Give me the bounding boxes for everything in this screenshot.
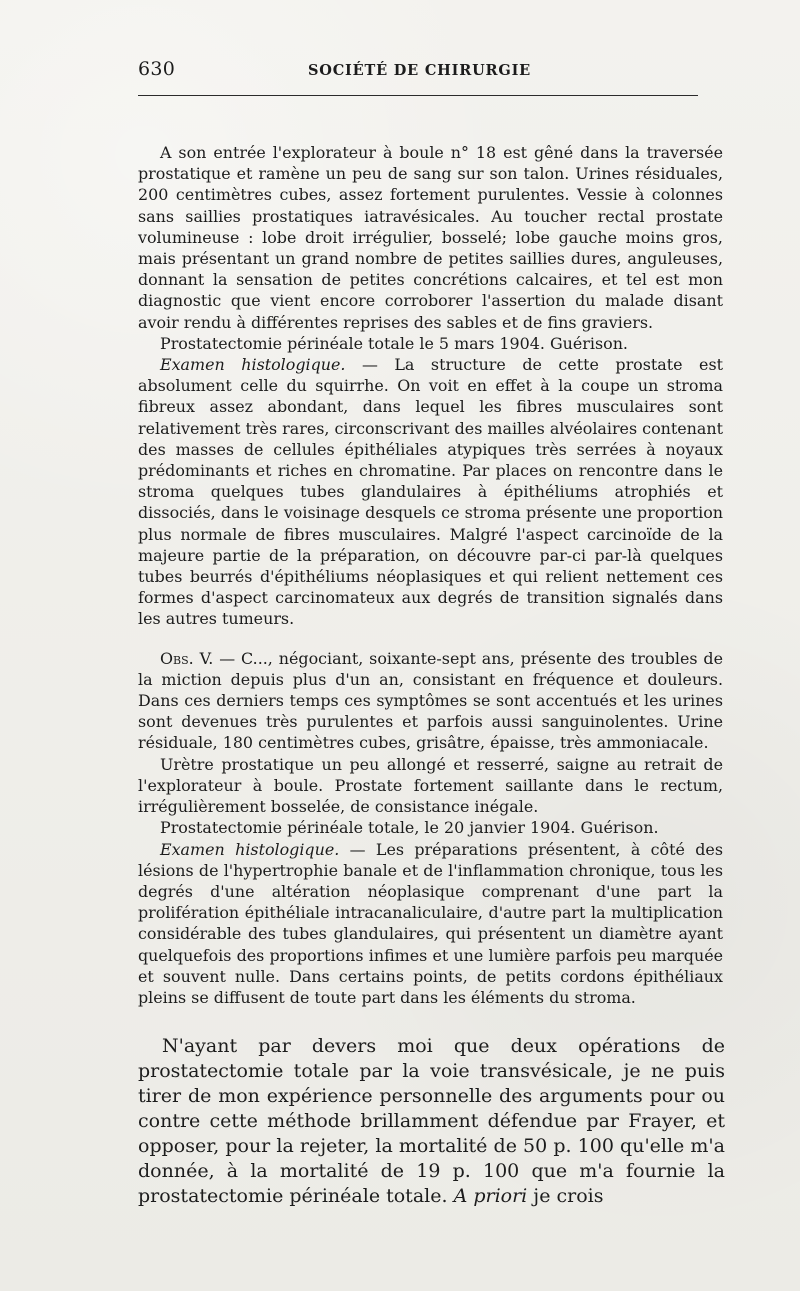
discussion-text: N'ayant par devers moi que deux opérations de prostatectomie totale par la voie transvésicale, je ne puis tirer de mon expérience personnelle des arguments pour ou contre cette méthode brillamment défendue par Frayer, et opposer, pour la rejeter, la mortalité de 50 p. 100 qu'elle m'a donnée, à la mortalité de 19 p. 100 que m'a fournie la prostatectomie périnéale totale.	[138, 1035, 725, 1208]
histology-label: Examen histologique.	[160, 355, 346, 375]
discussion-section	[138, 1034, 725, 1209]
running-title: SOCIÉTÉ DE CHIRURGIE	[308, 62, 532, 79]
histology-paragraph	[138, 354, 723, 630]
running-head	[138, 54, 730, 84]
section-gap	[138, 630, 723, 648]
paragraph: Urètre prostatique un peu allongé et resserré, saigne au retrait de l'explorateur à boule. Prostate fortement saillante dans le rectum, irrégulièrement bosselée, de consistance inégale.	[138, 754, 723, 817]
histology-label: Examen histologique.	[160, 839, 340, 859]
discussion-text-tail: je crois	[533, 1185, 604, 1208]
header-rule	[138, 95, 698, 96]
paragraph: Prostatectomie périnéale totale, le 20 janvier 1904. Guérison.	[160, 818, 659, 838]
observation-label: Obs. V.	[160, 648, 214, 668]
histology-text: — La structure de cette prostate est absolument celle du squirrhe. On voit en effet à la coupe un stroma fibreux assez abondant, dans lequel les fibres musculaires sont relativement très rares, circonscrivant des mailles alvéolaires contenant des masses de cellules épithéliales atypiques très serrées à noyaux prédominants et riches en chromatine. Par places on rencontre dans le stroma quelques tubes glandulaires à épithéliums atrophiés et dissociés, dans le voisinage desquels ce stroma présente une proportion plus normale de fibres musculaires. Malgré l'aspect carcinoïde de la majeure partie de la préparation, on découvre par-ci par-là quelques tubes beurrés d'épithéliums néoplasiques et qui relient nettement ces formes d'aspect carcinomateux aux degrés de transition signalés dans les autres tumeurs.	[138, 355, 723, 629]
paragraph: A son entrée l'explorateur à boule n° 18 est gêné dans la traversée prostatique et ramène un peu de sang sur son talon. Urines résiduales, 200 centimètres cubes, assez fortement purulentes. Vessie à colonnes sans saillies prostatiques iatravésicales. Au toucher rectal prostate volumineuse : lobe droit irrégulier, bosselé; lobe gauche moins gros, mais présentant un grand nombre de petites saillies dures, anguleuses, donnant la sensation de petites concrétions calcaires, et tel est mon diagnostic que vient encore corroborer l'assertion du malade disant avoir rendu à différentes reprises des sables et de fins graviers.	[138, 143, 723, 332]
paragraph: Prostatectomie périnéale totale le 5 mars 1904. Guérison.	[160, 333, 628, 353]
discussion-paragraph	[138, 1034, 725, 1209]
histology-text: — Les préparations présentent, à côté des lésions de l'hypertrophie banale et de l'inflammation chronique, tous les degrés d'une altération néoplasique comprenant d'une part la prolifération épithéliale intracanaliculaire, d'autre part la multiplication considérable des tubes glandulaires, qui présentent un diamètre ayant quelquefois des proportions infimes et une lumière parfois peu marquée et souvent nulle. Dans certains points, de petits cordons épithéliaux pleins se diffusent de toute part dans les éléments du stroma.	[138, 839, 723, 1007]
observation-paragraph	[138, 648, 723, 754]
page-number: 630	[138, 58, 176, 80]
latin-phrase: A priori	[453, 1185, 528, 1208]
histology-paragraph	[138, 839, 723, 1009]
observation-text: — C..., négociant, soixante-sept ans, présente des troubles de la miction depuis plus d'un an, consistant en fréquence et douleurs. Dans ces derniers temps ces symptômes se sont accentués et les urines sont devenues très purulentes et parfois aussi sanguinolentes. Urine résiduale, 180 centimètres cubes, grisâtre, épaisse, très ammoniacale.	[138, 648, 723, 753]
clinical-observation-section-one	[138, 142, 723, 1008]
